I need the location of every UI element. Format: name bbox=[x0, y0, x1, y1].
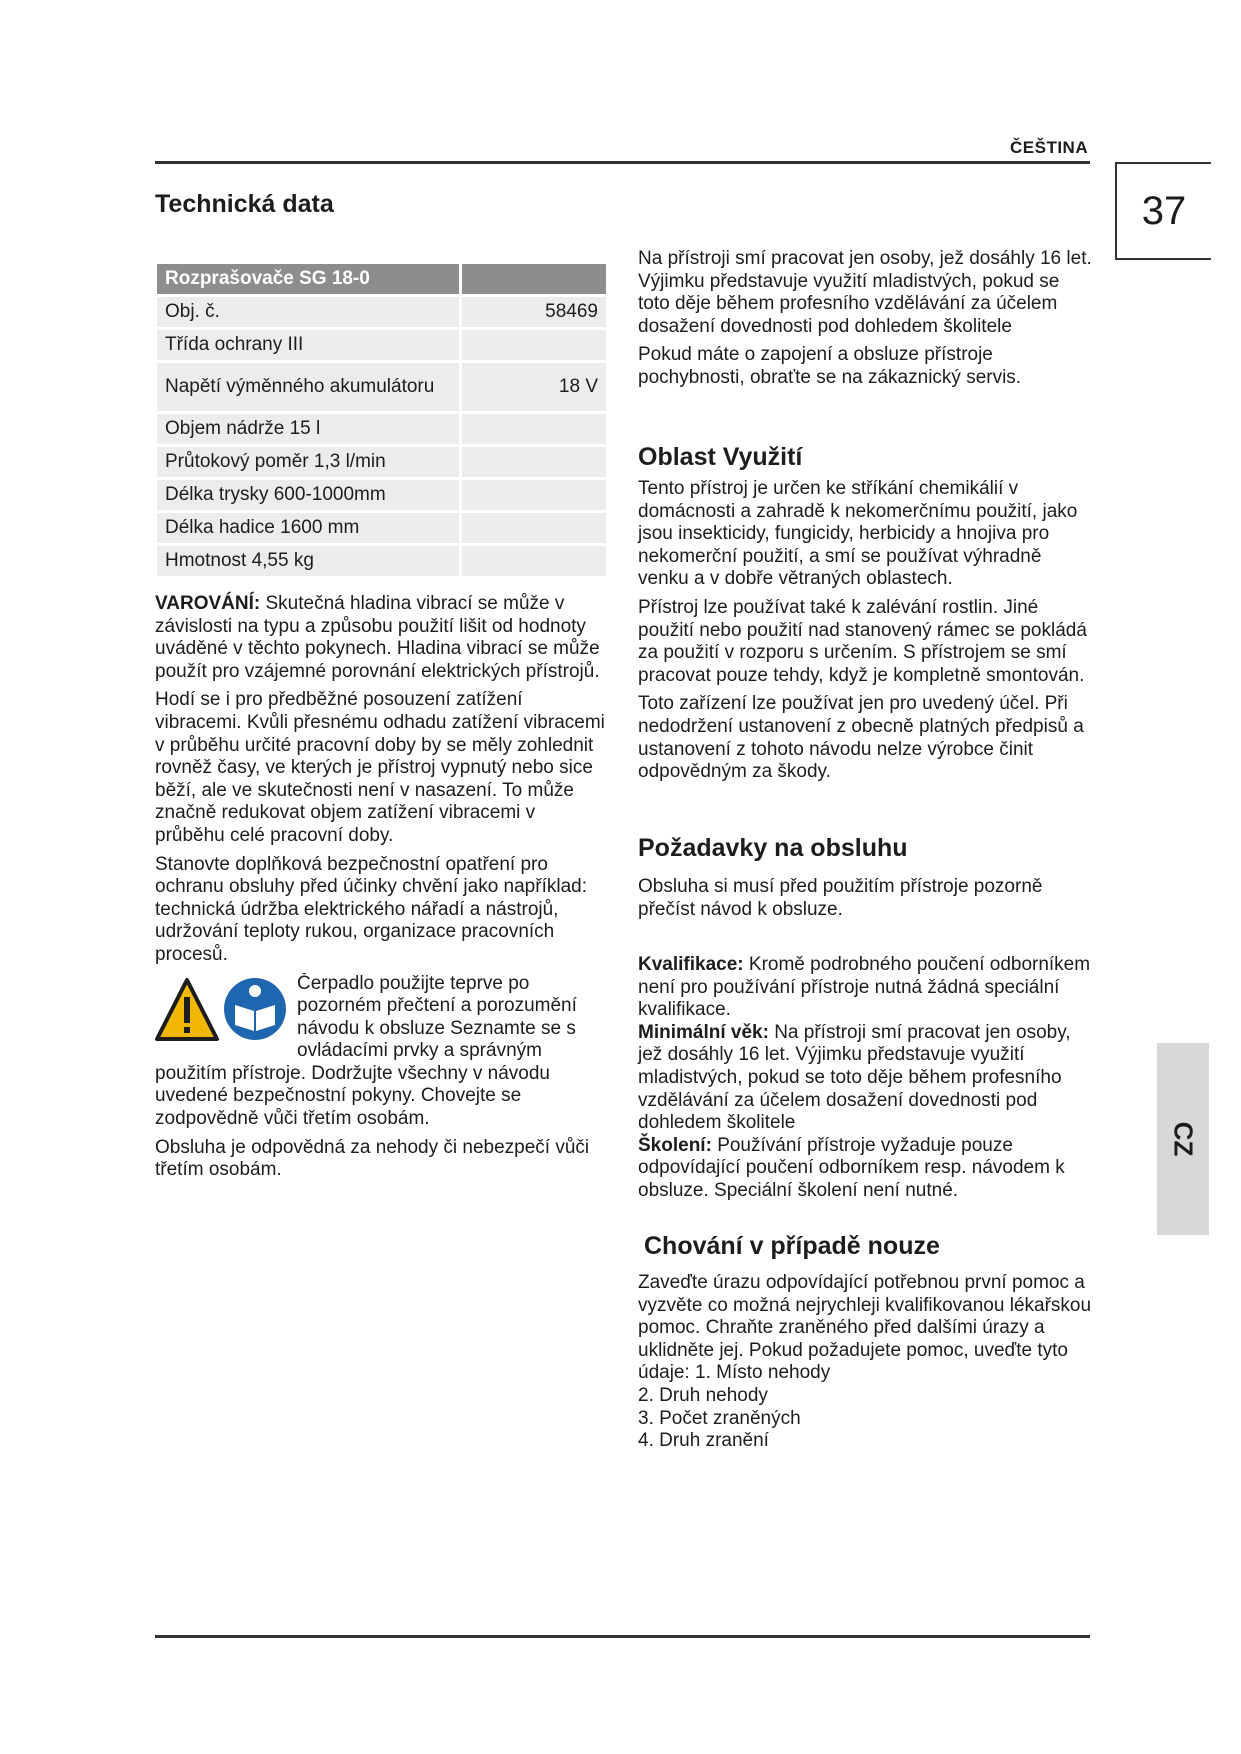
liability-paragraph: Obsluha je odpovědná za nehody či nebezpečí vůči třetím osobám. bbox=[155, 1136, 590, 1181]
minimum-age-text: Na přístroji smí pracovat jen osoby, jež dosáhly 16 let. Výjimku představuje využití mladistvých, pokud se toto děje během profesního vzdělávání za účelem dosažení dovednosti pod dohledem školitele bbox=[638, 1021, 1071, 1134]
table-row bbox=[157, 447, 606, 477]
left-column bbox=[155, 593, 610, 1188]
spec-value bbox=[462, 447, 606, 477]
table-row bbox=[157, 546, 606, 576]
spec-label: Napětí výměnného akumulátoru bbox=[157, 363, 462, 411]
qualification-label: Kvalifikace: bbox=[638, 954, 744, 975]
use-paragraph-1: Tento přístroj je určen ke stříkání chemikálií v domácnosti a zahradě k nekomerčnímu použití, jako jsou insekticidy, fungicidy, herbicidy a hnojiva pro nekomerční použití, a smí se používat výhradně venku a v dobře větraných oblastech. bbox=[638, 478, 1078, 590]
manual-warning-block bbox=[155, 973, 610, 1137]
spec-label: Objem nádrže 15 l bbox=[157, 414, 462, 444]
side-tab-label: CZ bbox=[1168, 1121, 1199, 1157]
safety-measures-paragraph: Stanovte doplňková bezpečnostní opatření pro ochranu obsluhy před účinky chvění jako například: technická údržba elektrického nářadí a nástrojů, udržování teploty rukou, organizace pracovních procesů. bbox=[155, 853, 587, 965]
use-paragraph-2: Přístroj lze používat také k zalévání rostlin. Jiné použití nebo použití nad stanovený rámec se pokládá za použití v rozporu s určením. S přístrojem se smí pracovat pouze tehdy, když je kompletně smontován. bbox=[638, 596, 1087, 686]
qualification-item bbox=[638, 954, 1093, 1022]
spec-value bbox=[462, 480, 606, 510]
language-label: ČEŠTINA bbox=[1010, 138, 1089, 157]
emergency-paragraph: Zaveďte úrazu odpovídající potřebnou první pomoc a vyzvěte co možná nejrychleji kvalifikovanou lékařskou pomoc. Chraňte zraněného před dalšími úrazy a uklidněte jej. Pokud požadujete pomoc, uveďte tyto údaje: 1. Místo nehody bbox=[638, 1272, 1092, 1384]
minimum-age-label: Minimální věk: bbox=[638, 1021, 769, 1043]
intro-paragraph: Na přístroji smí pracovat jen osoby, jež dosáhly 16 let. Výjimku představuje využití mladistvých, pokud se toto děje během profesního vzdělávání za účelem dosažení dovednosti pod dohledem školitele bbox=[638, 248, 1092, 337]
table-row bbox=[157, 513, 606, 543]
spec-table-header bbox=[157, 264, 606, 294]
support-paragraph: Pokud máte o zapojení a obsluze přístroje pochybnosti, obraťte se na zákaznický servis. bbox=[638, 344, 1022, 388]
language-side-tab bbox=[1157, 1043, 1209, 1235]
warning-triangle-icon bbox=[157, 980, 217, 1039]
page-number: 37 bbox=[1115, 162, 1211, 260]
list-item: 4. Druh zranění bbox=[638, 1430, 769, 1452]
requirements-section bbox=[638, 876, 1093, 927]
warning-and-read-manual-icons bbox=[155, 977, 289, 1043]
spec-value bbox=[462, 330, 606, 360]
qualification-section bbox=[638, 954, 1093, 1203]
spec-label: Délka trysky 600-1000mm bbox=[157, 480, 462, 510]
spec-label: Hmotnost 4,55 kg bbox=[157, 546, 462, 576]
bottom-divider bbox=[155, 1635, 1090, 1638]
warning-text: Skutečná hladina vibrací se může v závislosti na typu a způsobu použití lišit od hodnoty uváděné v těchto pokynech. Hladina vibrací se může použít pro vzájemné porovnání elektrických přístrojů. bbox=[155, 593, 600, 682]
list-item: 3. Počet zraněných bbox=[638, 1407, 801, 1429]
requirements-heading: Požadavky na obsluhu bbox=[638, 834, 908, 862]
table-row bbox=[157, 330, 606, 360]
training-text: Používání přístroje vyžaduje pouze odpovídající poučení odborníkem resp. návodem k obsluze. Speciální školení není nutné. bbox=[638, 1134, 1065, 1201]
manual-instruction-paragraph: Čerpadlo použijte teprve po pozorném přečtení a porozumění návodu k obsluze Seznamte se s ovládacími prvky a správným použitím přístroje. Dodržujte všechny v návodu uvedené bezpečnostní pokyny. Chovejte se zodpovědně vůči třetím osobám. bbox=[155, 972, 577, 1130]
spec-label: Obj. č. bbox=[157, 297, 462, 327]
training-label: Školení: bbox=[638, 1134, 712, 1156]
right-intro bbox=[638, 248, 1093, 396]
vibration-paragraph: Hodí se i pro předběžné posouzení zatížení vibracemi. Kvůli přesnému odhadu zatížení vibracemi v průběhu určité pracovní doby by se měly zohlednit rovněž časy, ve kterých je přístroj vypnutý nebo sice běží, ale ve skutečnosti není v nasazení. To může značně redukovat objem zatížení vibracemi v průběhu celé pracovní doby. bbox=[155, 689, 605, 846]
warning-label: VAROVÁNÍ: bbox=[155, 593, 261, 614]
spec-value bbox=[462, 414, 606, 444]
training-item bbox=[638, 1135, 1093, 1203]
use-heading: Oblast Využití bbox=[638, 443, 803, 471]
requirements-paragraph: Obsluha si musí před použitím přístroje pozorně přečíst návod k obsluze. bbox=[638, 876, 1043, 920]
list-item: 2. Druh nehody bbox=[638, 1384, 768, 1406]
spec-table-header-label: Rozprašovače SG 18-0 bbox=[157, 264, 462, 294]
emergency-section bbox=[638, 1272, 1093, 1453]
spec-table-header-value bbox=[462, 264, 606, 294]
spec-value bbox=[462, 513, 606, 543]
table-row bbox=[157, 363, 606, 411]
spec-table bbox=[157, 261, 606, 579]
spec-value bbox=[462, 546, 606, 576]
spec-label: Průtokový poměr 1,3 l/min bbox=[157, 447, 462, 477]
read-manual-icon bbox=[224, 978, 286, 1040]
spec-label: Třída ochrany III bbox=[157, 330, 462, 360]
minimum-age-item bbox=[638, 1022, 1093, 1135]
warning-paragraph bbox=[155, 593, 610, 683]
qualification-text: Kromě podrobného poučení odborníkem není pro používání přístroje nutná žádná speciální kvalifikace. bbox=[638, 954, 1091, 1021]
emergency-heading: Chování v případě nouze bbox=[644, 1232, 940, 1260]
top-divider bbox=[155, 161, 1090, 164]
spec-value: 58469 bbox=[462, 297, 606, 327]
table-row bbox=[157, 480, 606, 510]
spec-label: Délka hadice 1600 mm bbox=[157, 513, 462, 543]
use-section bbox=[638, 478, 1093, 790]
use-paragraph-3: Toto zařízení lze používat jen pro uvedený účel. Při nedodržení ustanovení z obecně platných předpisů a ustanovení z tohoto návodu nelze výrobce činit odpovědným za škody. bbox=[638, 693, 1084, 783]
table-row bbox=[157, 414, 606, 444]
section-title: Technická data bbox=[155, 190, 334, 218]
spec-value: 18 V bbox=[462, 363, 606, 411]
table-row bbox=[157, 297, 606, 327]
